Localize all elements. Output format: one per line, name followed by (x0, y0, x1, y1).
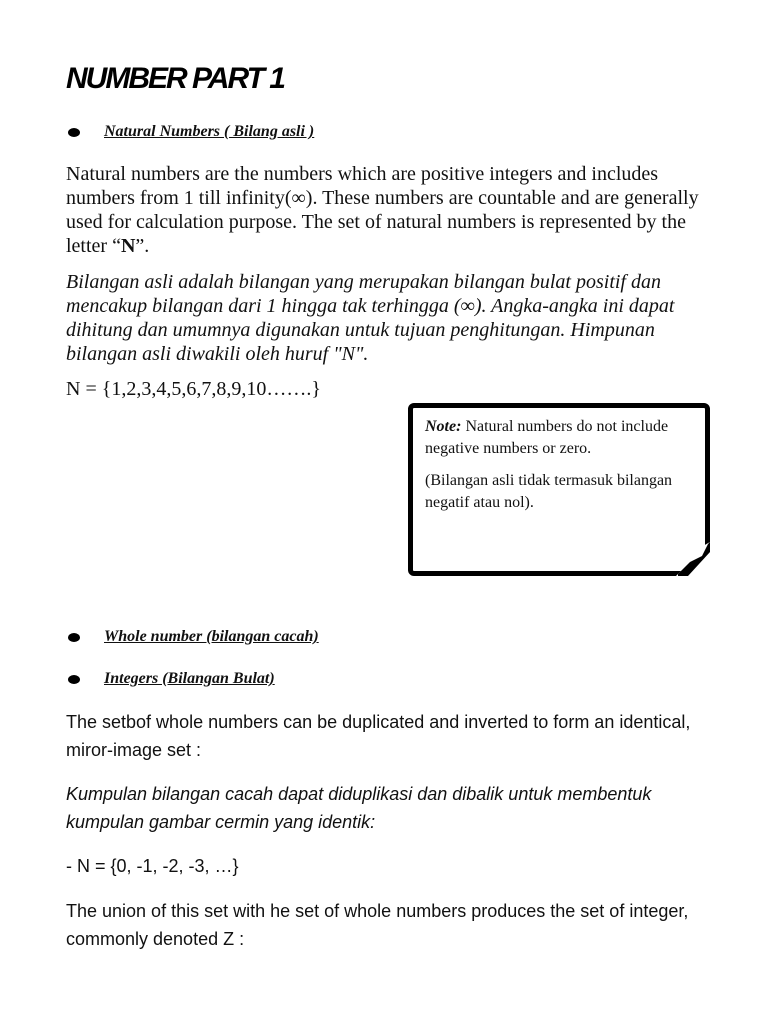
natural-numbers-heading-text: Natural Numbers ( Bilang asli ) (104, 123, 315, 140)
note-label: Note: (425, 418, 462, 435)
natural-numbers-paragraph-ms: Bilangan asli adalah bilangan yang merupakan bilangan bulat positif dan mencakup bilangan dari 1 hingga tak terhingga (∞). Angka-angka ini dapat dihitung dan umumnya digunakan untuk tujuan penghitungan. Himpunan bilangan asli diwakili oleh huruf "N". (66, 271, 675, 365)
note-box (408, 403, 710, 576)
natural-numbers-set: N = {1,2,3,4,5,6,7,8,9,10…….} (66, 378, 321, 400)
whole-number-heading (68, 628, 319, 646)
letter-n: N (120, 235, 136, 257)
folded-corner-icon (676, 542, 710, 576)
page-title: NUMBER PART 1 (66, 62, 284, 95)
natural-numbers-paragraph-en-text: Natural numbers are the numbers which are positive integers and includes numbers from 1 till infinity(∞). These numbers are countable and are generally used for calculation purpose. The set of natural numbers is represented by the letter “ (66, 163, 699, 257)
integers-paragraph-en: The setbof whole numbers can be duplicated and inverted to form an identical, miror-image set : (66, 712, 691, 760)
integers-heading-text: Integers (Bilangan Bulat) (104, 670, 275, 687)
bullet-icon (68, 633, 80, 642)
natural-numbers-heading (68, 123, 314, 141)
note-text-ms: (Bilangan asli tidak termasuk bilangan negatif atau nol). (425, 472, 673, 511)
whole-number-heading-text: Whole number (bilangan cacah) (104, 628, 319, 645)
natural-numbers-paragraph-en (66, 162, 706, 258)
integers-paragraph-ms: Kumpulan bilangan cacah dapat diduplikasi dan dibalik untuk membentuk kumpulan gambar cermin yang identik: (66, 784, 652, 832)
bullet-icon (68, 675, 80, 684)
union-paragraph: The union of this set with he set of whole numbers produces the set of integer, commonly denoted Z : (66, 901, 689, 949)
integers-heading (68, 670, 275, 688)
negative-set: - N = {0, -1, -2, -3, …} (66, 856, 239, 876)
note-text-en-body: Natural numbers do not include negative numbers or zero. (425, 418, 669, 457)
quote-end: ”. (135, 235, 150, 257)
bullet-icon (68, 128, 80, 137)
note-text-en (425, 416, 693, 460)
